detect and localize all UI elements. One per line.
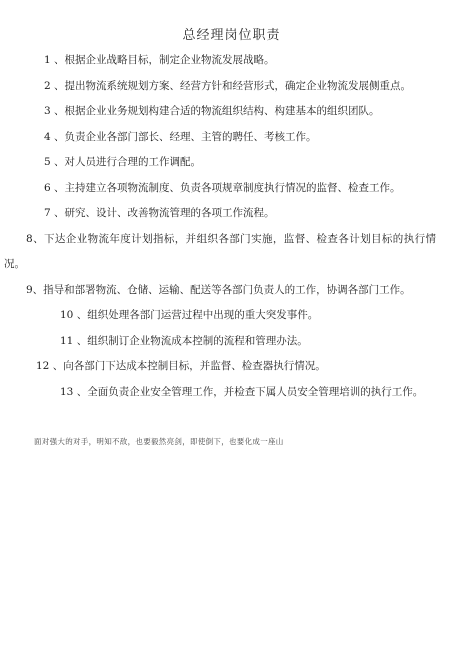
page-title: 总经理岗位职责: [182, 28, 281, 43]
duty-item-13: 13 、全面负责企业安全管理工作，并检查下属人员安全管理培训的执行工作。: [60, 385, 424, 398]
duty-item-6: 6 、主持建立各项物流制度、负责各项规章制度执行情况的监督、检查工作。: [44, 181, 401, 194]
duty-item-8: 8、下达企业物流年度计划指标，并组织各部门实施，监督、检查各计划目标的执行情况。: [4, 232, 436, 270]
duty-list: [0, 48, 463, 405]
duty-item-4: 4 、负责企业各部门部长、经理、主管的聘任、考核工作。: [44, 130, 317, 143]
duty-item-2: 2 、提出物流系统规划方案、经营方针和经营形式，确定企业物流发展侧重点。: [44, 79, 412, 92]
duty-item-1: 1 、根据企业战略目标，制定企业物流发展战略。: [44, 54, 275, 66]
duty-item-10: 10 、组织处理各部门运营过程中出现的重大突发事件。: [60, 309, 319, 321]
duty-item-7: 7 、研究、设计、改善物流管理的各项工作流程。: [44, 207, 275, 219]
duty-item-11: 11 、组织制订企业物流成本控制的流程和管理办法。: [60, 334, 308, 347]
duty-item-3: 3 、根据企业业务规划构建合适的物流组织结构、构建基本的组织团队。: [44, 105, 380, 117]
duty-item-5: 5 、对人员进行合理的工作调配。: [44, 156, 202, 168]
duty-item-12: 12 、向各部门下达成本控制目标，并监督、检查器执行情况。: [36, 360, 326, 372]
footer-quote: 面对强大的对手，明知不敌，也要毅然亮剑，即使倒下，也要化成一座山: [34, 437, 284, 446]
duty-item-9: 9、指导和部署物流、仓储、运输、配送等各部门负责人的工作，协调各部门工作。: [26, 283, 411, 296]
